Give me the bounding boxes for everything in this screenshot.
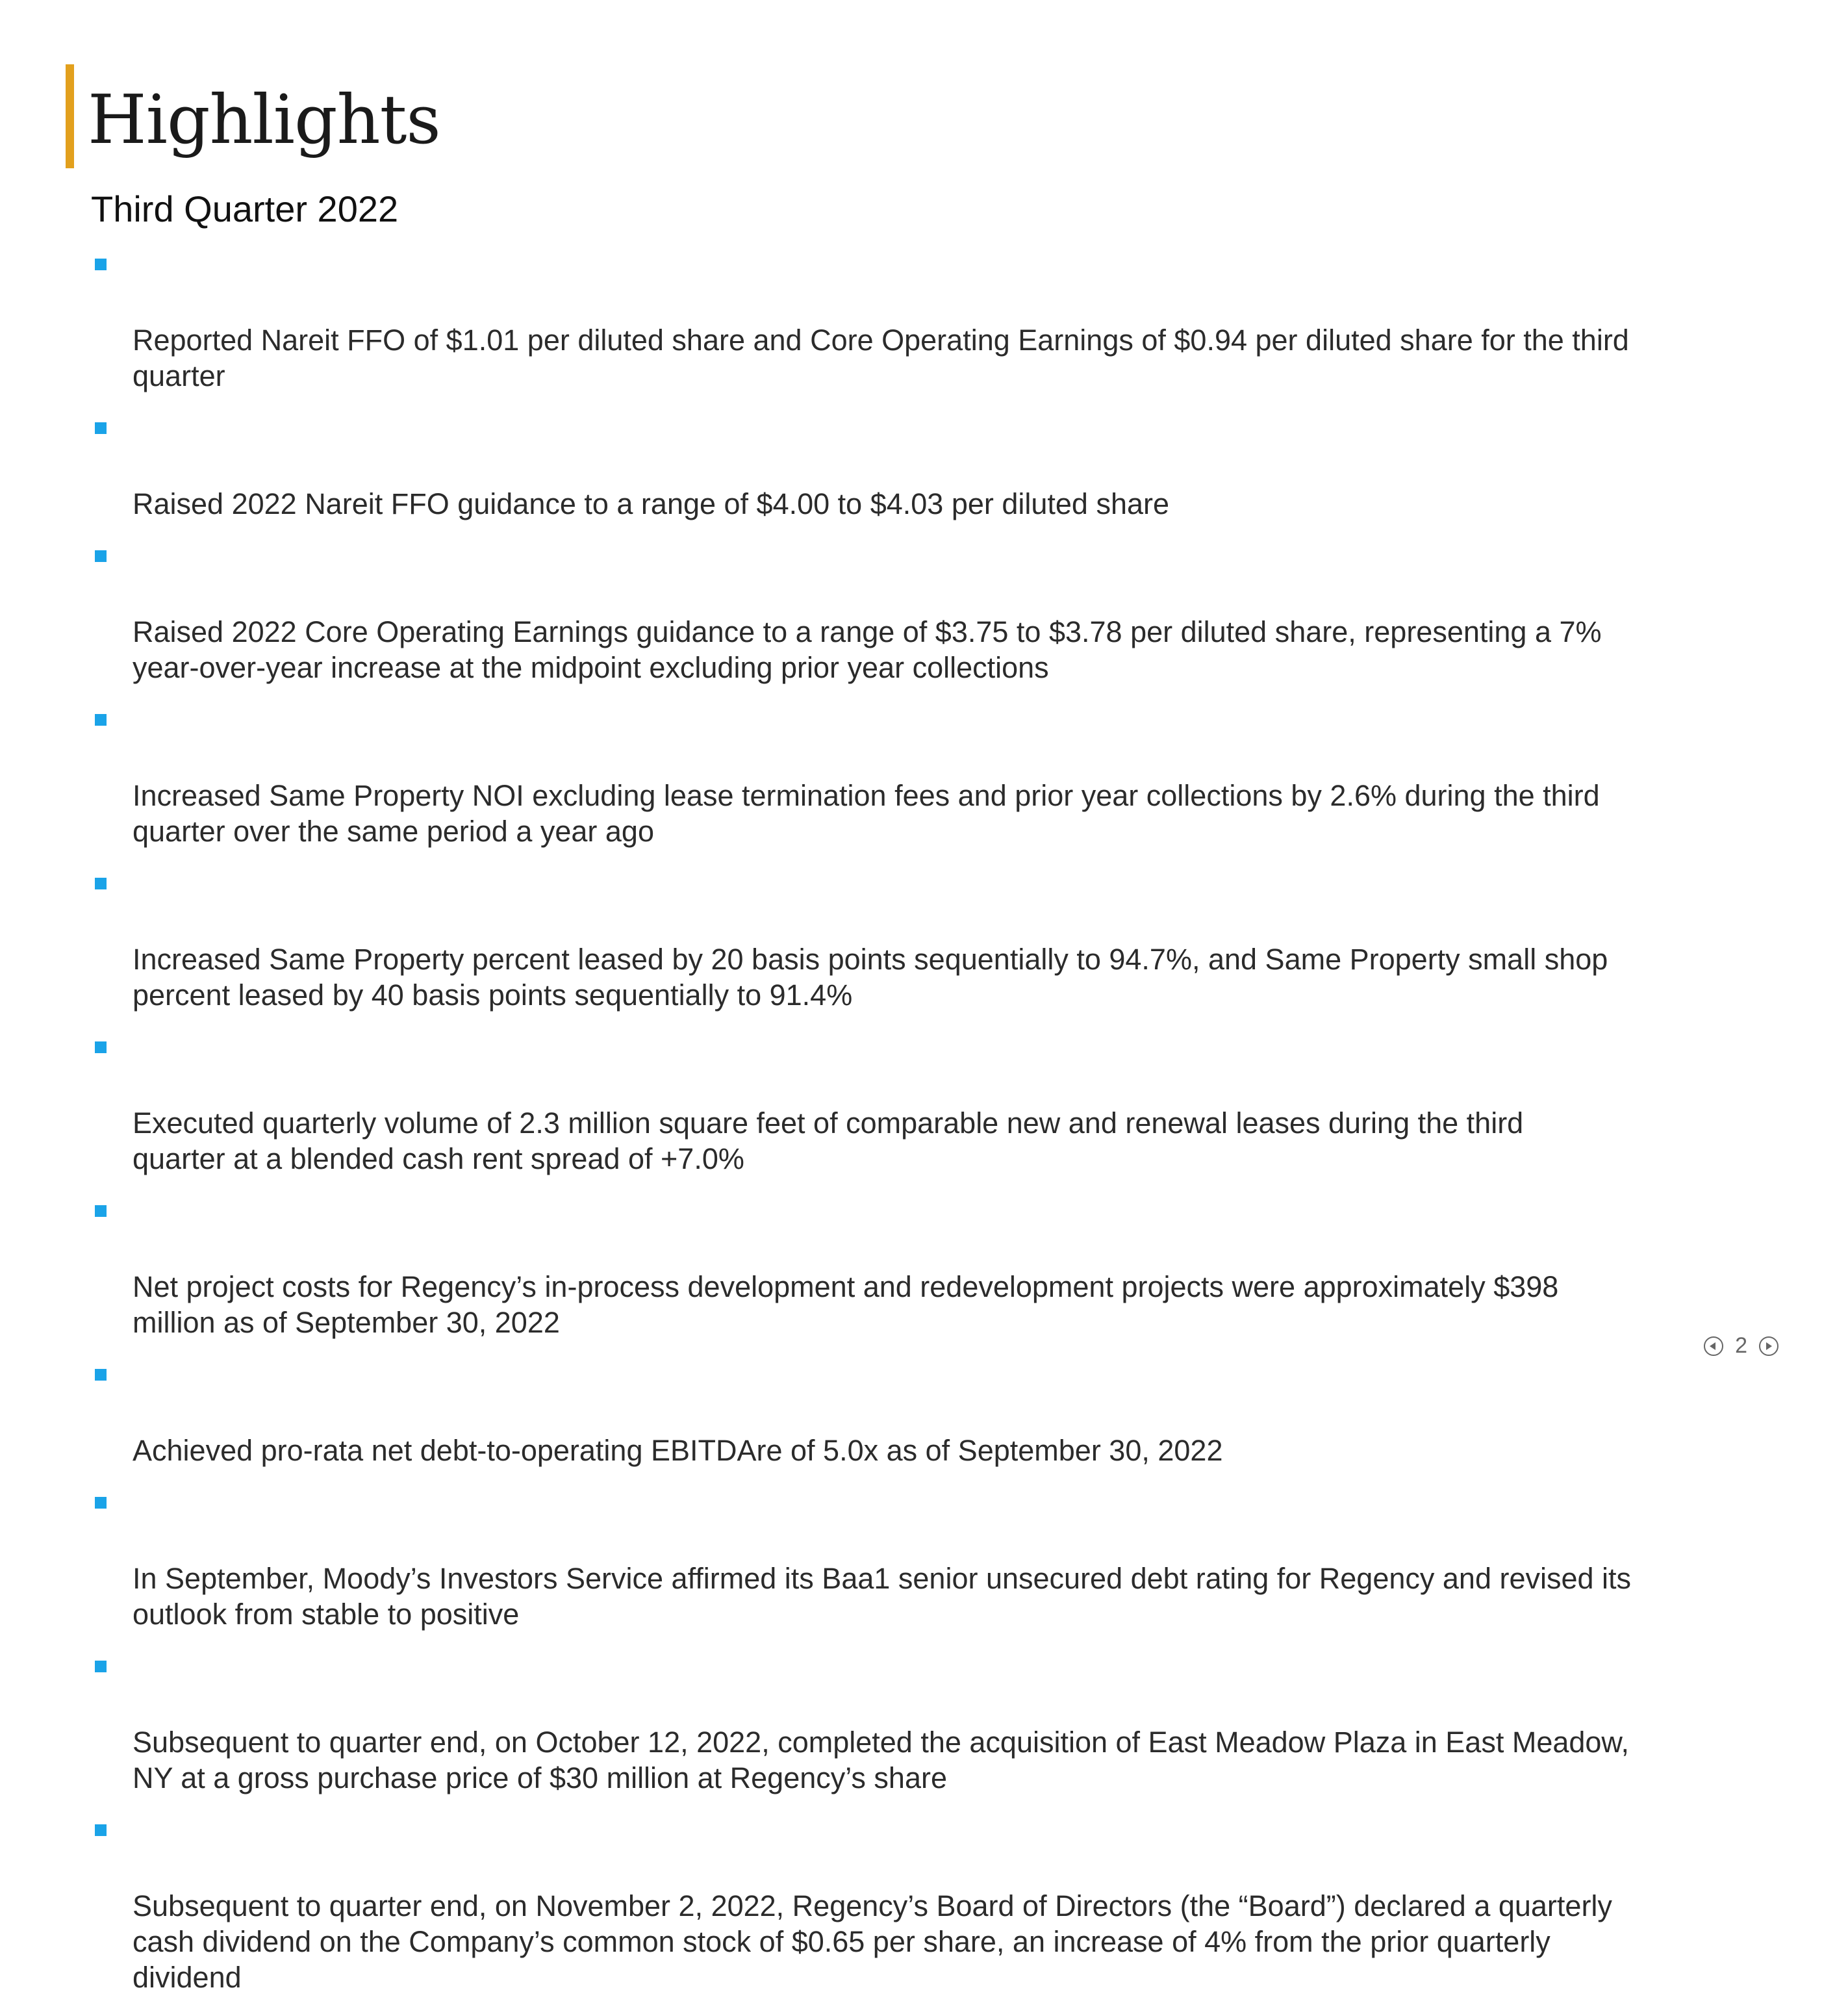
bullet-text: Executed quarterly volume of 2.3 million square feet of comparable new and renewal leases during the third quarter at a blended cash rent spread of +7.0% xyxy=(133,1106,1524,1175)
title-accent-bar xyxy=(66,64,74,168)
list-item xyxy=(91,251,1799,394)
bullet-text: Increased Same Property NOI excluding lease termination fees and prior year collections by 2.6% during the third quarter over the same period a year ago xyxy=(133,779,1600,848)
list-item xyxy=(91,1653,1799,1796)
bullet-square-icon xyxy=(95,422,107,434)
bullet-text: Reported Nareit FFO of $1.01 per diluted share and Core Operating Earnings of $0.94 per diluted share for the third quarter xyxy=(133,324,1629,392)
previous-page-icon[interactable] xyxy=(1704,1336,1723,1356)
page-number: 2 xyxy=(1735,1333,1747,1358)
bullet-text: Raised 2022 Core Operating Earnings guidance to a range of $3.75 to $3.78 per diluted share, representing a 7% year-over-year increase at the midpoint excluding prior year collections xyxy=(133,615,1602,684)
bullet-square-icon xyxy=(95,1205,107,1217)
bullet-text: Subsequent to quarter end, on October 12, 2022, completed the acquisition of East Meadow Plaza in East Meadow, NY at a gross purchase price of $30 million at Regency’s share xyxy=(133,1726,1629,1794)
bullet-square-icon xyxy=(95,1041,107,1053)
list-item xyxy=(91,1197,1799,1340)
bullet-square-icon xyxy=(95,1497,107,1509)
bullet-text: In September, Moody’s Investors Service affirmed its Baa1 senior unsecured debt rating for Regency and revised its outlook from stable to positive xyxy=(133,1562,1632,1631)
highlights-list xyxy=(91,251,1799,2016)
bullet-text: Increased Same Property percent leased by 20 basis points sequentially to 94.7%, and Same Property small shop percent leased by 40 basis points sequentially to 91.4% xyxy=(133,943,1608,1012)
bullet-text: Subsequent to quarter end, on November 2, 2022, Regency’s Board of Directors (the “Board”) declared a quarterly cash dividend on the Company’s common stock of $0.65 per share, an increase of 4% from the prior quarterly dividend xyxy=(133,1889,1612,1994)
next-page-icon[interactable] xyxy=(1759,1336,1778,1356)
list-item xyxy=(91,870,1799,1013)
page-subtitle: Third Quarter 2022 xyxy=(91,188,399,229)
list-item xyxy=(91,1817,1799,1995)
list-item xyxy=(91,1489,1799,1632)
bullet-text: Raised 2022 Nareit FFO guidance to a range of $4.00 to $4.03 per diluted share xyxy=(133,487,1170,520)
list-item xyxy=(91,1034,1799,1177)
bullet-square-icon xyxy=(95,1661,107,1672)
bullet-text: Achieved pro-rata net debt-to-operating EBITDAre of 5.0x as of September 30, 2022 xyxy=(133,1434,1223,1467)
bullet-square-icon xyxy=(95,259,107,270)
list-item xyxy=(91,415,1799,522)
page-navigation xyxy=(1704,1333,1778,1359)
bullet-text: Net project costs for Regency’s in-process development and redevelopment projects were approximately $398 million as of September 30, 2022 xyxy=(133,1270,1559,1339)
list-item xyxy=(91,542,1799,685)
bullet-square-icon xyxy=(95,550,107,562)
bullet-square-icon xyxy=(95,1369,107,1381)
bullet-square-icon xyxy=(95,878,107,889)
bullet-square-icon xyxy=(95,1824,107,1836)
list-item xyxy=(91,706,1799,849)
page-title: Highlights xyxy=(88,80,440,159)
bullet-square-icon xyxy=(95,714,107,726)
list-item xyxy=(91,1361,1799,1468)
